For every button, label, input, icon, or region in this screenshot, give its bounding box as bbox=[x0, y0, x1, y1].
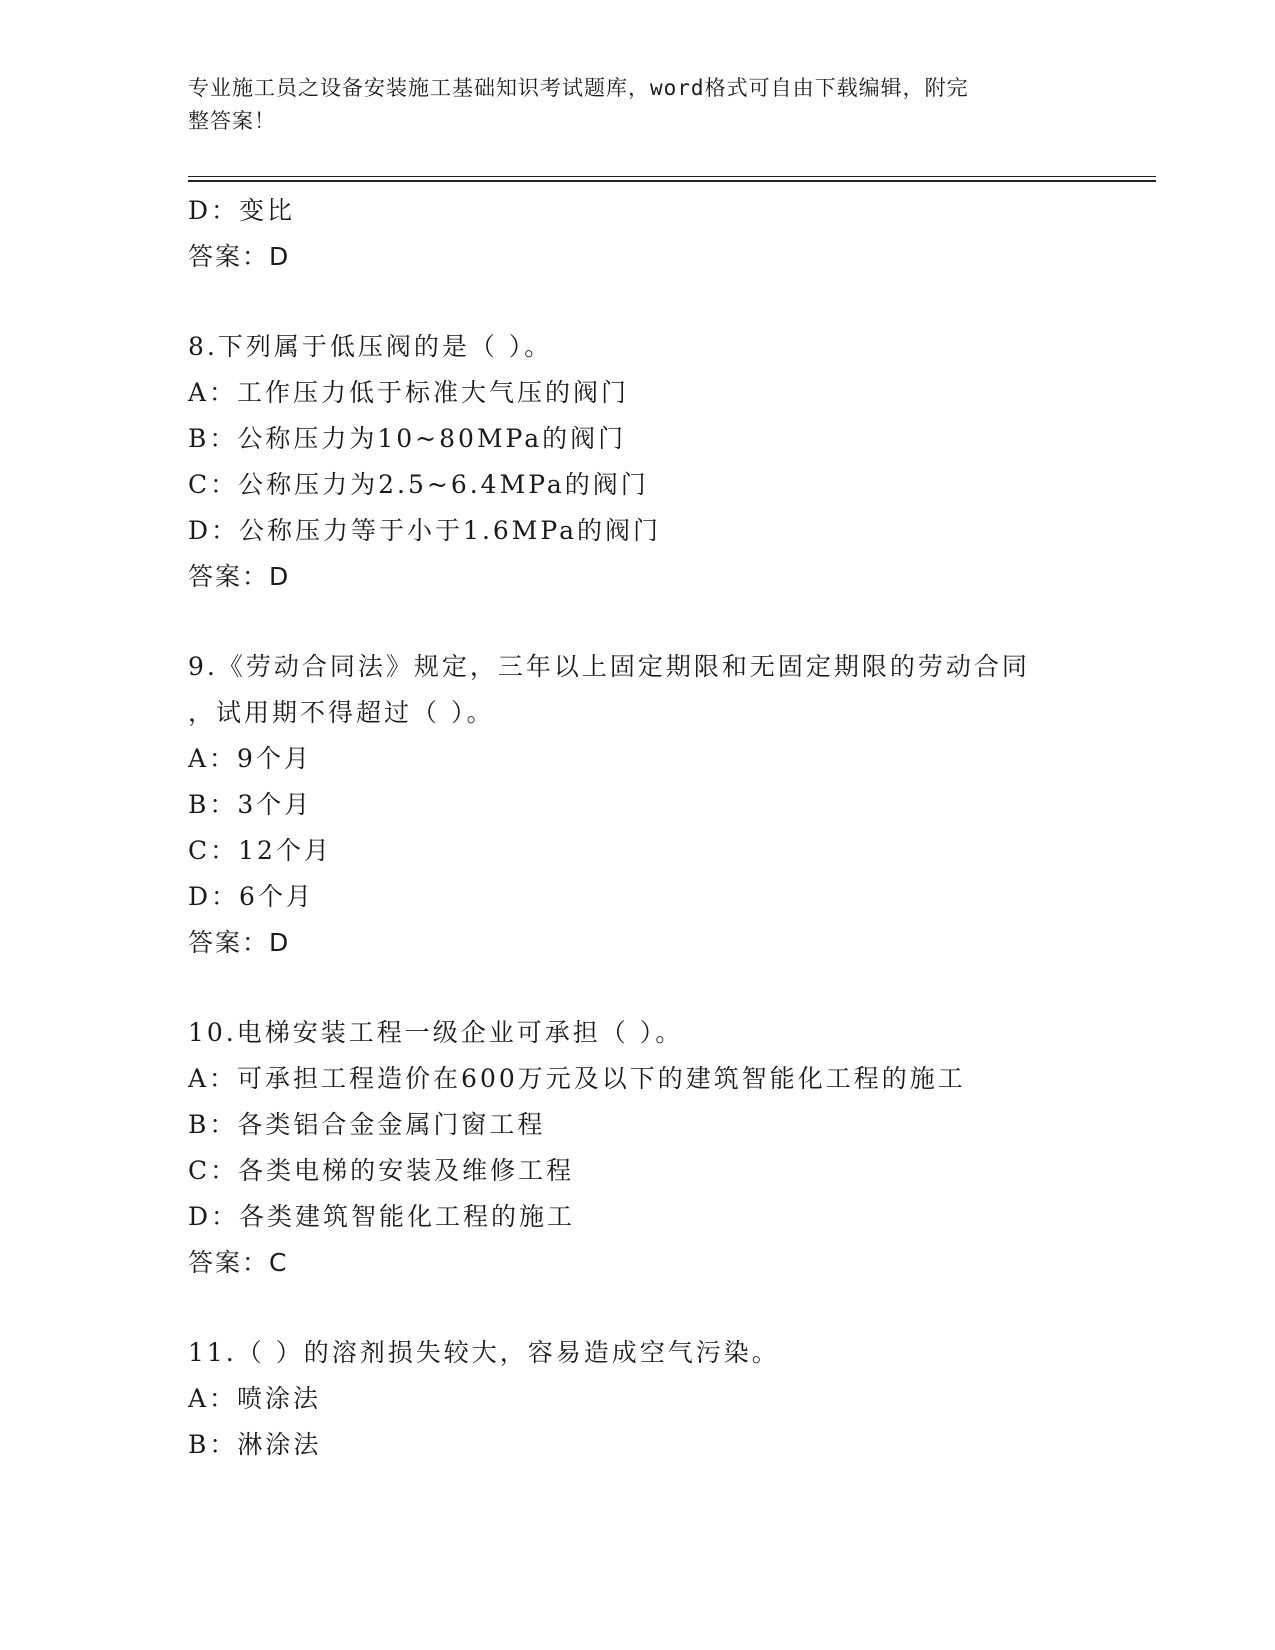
question-9 bbox=[188, 644, 1148, 966]
q8-question: 8.下列属于低压阀的是（ ）。 bbox=[188, 332, 553, 361]
header-divider-thin bbox=[188, 176, 1156, 177]
q9-option-d: D：6个月 bbox=[188, 882, 314, 911]
spacer bbox=[188, 966, 1148, 1010]
q10-option-a: A：可承担工程造价在600万元及以下的建筑智能化工程的施工 bbox=[188, 1064, 966, 1093]
q9-option-a: A：9个月 bbox=[188, 744, 312, 773]
q9-option-b: B：3个月 bbox=[188, 790, 313, 819]
question-11 bbox=[188, 1330, 1148, 1468]
header-line-2: 整答案！ bbox=[188, 109, 276, 133]
q9-option-c: C：12个月 bbox=[188, 836, 332, 865]
q9-question-line-1: 9.《劳动合同法》规定，三年以上固定期限和无固定期限的劳动合同 bbox=[188, 652, 1030, 681]
q8-answer: 答案：D bbox=[188, 562, 291, 591]
q10-option-d: D：各类建筑智能化工程的施工 bbox=[188, 1202, 576, 1231]
spacer bbox=[188, 1286, 1148, 1330]
question-7 bbox=[188, 188, 1148, 280]
q9-answer: 答案：D bbox=[188, 928, 291, 957]
q7-answer: 答案：D bbox=[188, 242, 291, 271]
q11-option-a: A：喷涂法 bbox=[188, 1384, 322, 1413]
q11-question: 11.（ ）的溶剂损失较大，容易造成空气污染。 bbox=[188, 1338, 780, 1367]
header-divider-thick bbox=[188, 180, 1156, 182]
q7-option-d: D：变比 bbox=[188, 196, 296, 225]
q10-option-c: C：各类电梯的安装及维修工程 bbox=[188, 1156, 575, 1185]
q8-option-c: C：公称压力为2.5~6.4MPa的阀门 bbox=[188, 470, 649, 499]
spacer bbox=[188, 280, 1148, 324]
q10-option-b: B：各类铝合金金属门窗工程 bbox=[188, 1110, 546, 1139]
q8-option-d: D：公称压力等于小于1.6MPa的阀门 bbox=[188, 516, 662, 545]
q8-option-a: A：工作压力低于标准大气压的阀门 bbox=[188, 378, 630, 407]
q8-option-b: B：公称压力为10~80MPa的阀门 bbox=[188, 424, 627, 453]
question-list bbox=[188, 188, 1148, 1468]
question-10 bbox=[188, 1010, 1148, 1286]
spacer bbox=[188, 600, 1148, 644]
q9-question-line-2: ，试用期不得超过（ ）。 bbox=[188, 698, 495, 727]
document-header bbox=[188, 72, 1068, 138]
header-line-1: 专业施工员之设备安装施工基础知识考试题库，word格式可自由下载编辑，附完 bbox=[188, 76, 969, 100]
q10-question: 10.电梯安装工程一级企业可承担（ ）。 bbox=[188, 1018, 684, 1047]
question-8 bbox=[188, 324, 1148, 600]
q10-answer: 答案：C bbox=[188, 1248, 289, 1277]
q11-option-b: B：淋涂法 bbox=[188, 1430, 322, 1459]
